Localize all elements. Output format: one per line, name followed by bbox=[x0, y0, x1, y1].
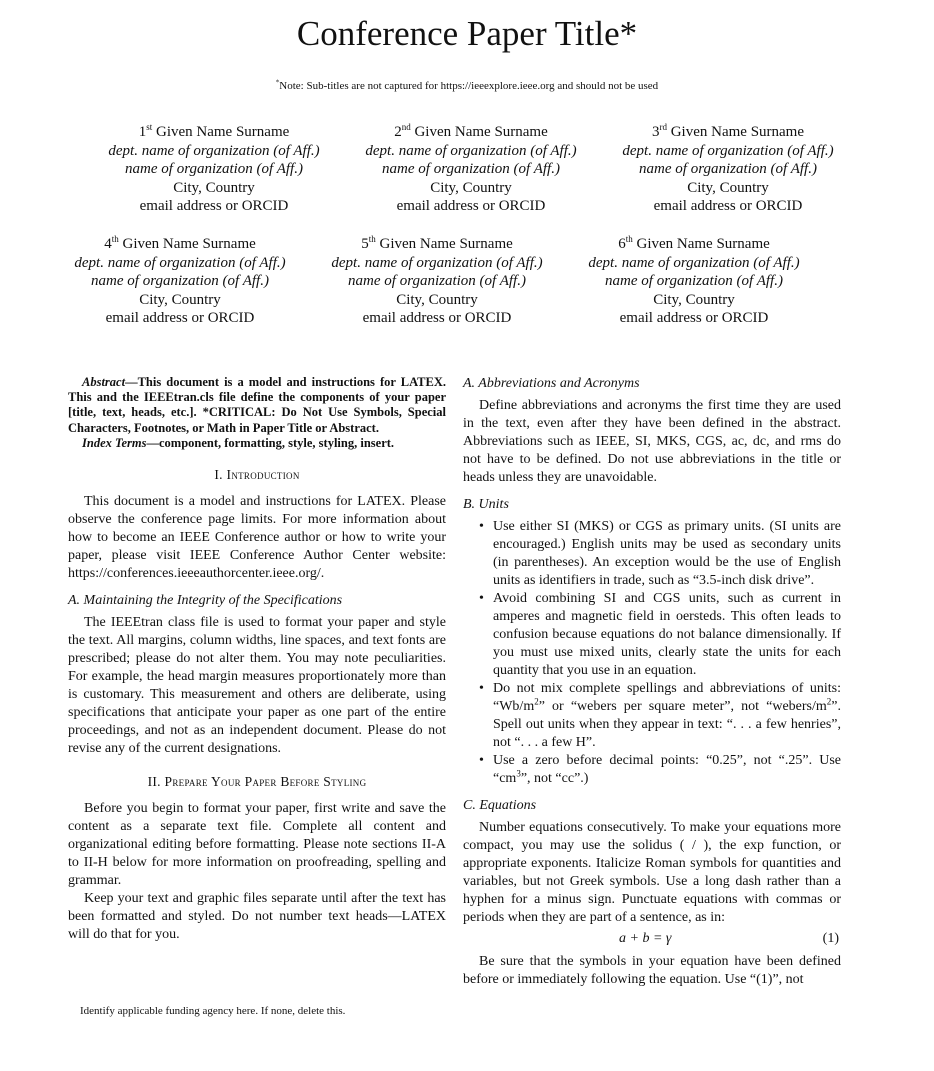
author-dept: dept. name of organization (of Aff.) bbox=[108, 142, 320, 159]
abstract-label: Abstract bbox=[82, 375, 126, 389]
paragraph: Before you begin to format your paper, first write and save the content as a separate text file. Complete all content and organizational editing before formatting. Please note sections II-A to II-H below for more information on proofreading, spelling and grammar. bbox=[68, 801, 446, 889]
author-dept: dept. name of organization (of Aff.) bbox=[365, 142, 577, 159]
paragraph: Number equations consecutively. To make your equations more compact, you may use the solidus ( / ), the exp function, or appropriate exponents. Italicize Roman symbols for quantities and variables, but not Greek symbols. Use a long dash rather than a hyphen for a minus sign. Punctuate equations with commas or periods when they are part of a sentence, as in: bbox=[463, 820, 841, 925]
author-block bbox=[569, 235, 819, 328]
author-email: email address or ORCID bbox=[619, 310, 769, 327]
paragraph: The IEEEtran class file is used to format your paper and style the text. All margins, column widths, line spaces, and text fonts are prescribed; please do not alter them. You may note peculiarities. For example, the head margin measures proportionately more than is customary. This measurement and others are deliberate, using specifications that anticipate your paper as one part of the entire proceedings, and not as an independent document. Please do not revise any of the current designations. bbox=[68, 615, 446, 757]
author-block bbox=[346, 123, 596, 216]
author-name: 6th Given Name Surname bbox=[618, 234, 770, 252]
author-email: email address or ORCID bbox=[362, 310, 512, 327]
index-terms-label: Index Terms bbox=[82, 435, 147, 450]
author-name: 5th Given Name Surname bbox=[361, 234, 513, 252]
title-note bbox=[0, 80, 934, 92]
author-name: 3rd Given Name Surname bbox=[651, 122, 805, 140]
author-dept: dept. name of organization (of Aff.) bbox=[74, 254, 286, 271]
author-city: City, Country bbox=[687, 179, 769, 196]
subsection-heading: B. Units bbox=[463, 497, 509, 512]
author-dept: dept. name of organization (of Aff.) bbox=[588, 254, 800, 271]
list-item: • Avoid combining SI and CGS units, such as current in amperes and magnetic field in oersteds. This often leads to confusion because equations do not balance dimensionally. If you must use mixed units, clearly state the units for each quantity that you use in an equation. bbox=[493, 590, 841, 680]
author-email: email address or ORCID bbox=[396, 198, 546, 215]
index-terms-text: —component, formatting, style, styling, insert. bbox=[146, 435, 395, 450]
paragraph: Be sure that the symbols in your equation have been defined before or immediately following the equation. Use “(1)”, not bbox=[463, 954, 841, 987]
author-block bbox=[89, 123, 339, 216]
abstract-text: —This document is a model and instructions for LATEX. This and the IEEEtran.cls file define the components of your paper [title, text, heads, etc.]. *CRITICAL: Do Not Use Symbols, Special Characters, Footnotes, or Math in Paper Title or Abstract. bbox=[68, 375, 446, 435]
author-city: City, Country bbox=[653, 291, 735, 308]
author-block bbox=[55, 235, 305, 328]
author-name: 2nd Given Name Surname bbox=[394, 122, 548, 140]
author-name: 4th Given Name Surname bbox=[104, 234, 256, 252]
author-dept: dept. name of organization (of Aff.) bbox=[331, 254, 543, 271]
author-email: email address or ORCID bbox=[139, 198, 289, 215]
author-org: name of organization (of Aff.) bbox=[348, 273, 526, 290]
subsection-heading: A. Maintaining the Integrity of the Specifications bbox=[68, 593, 343, 609]
units-list bbox=[463, 518, 841, 788]
author-city: City, Country bbox=[139, 291, 221, 308]
author-block bbox=[603, 123, 853, 216]
right-column bbox=[463, 375, 841, 989]
author-city: City, Country bbox=[396, 291, 478, 308]
abstract bbox=[68, 375, 446, 451]
paragraph: Define abbreviations and acronyms the first time they are used in the text, even after they have been defined in the abstract. Abbreviations such as IEEE, SI, MKS, CGS, ac, dc, and rms do not have to be defined. Do not use abbreviations in the title or heads unless they are unavoidable. bbox=[463, 398, 841, 485]
author-org: name of organization (of Aff.) bbox=[382, 161, 560, 178]
note-text: Note: Sub-titles are not captured for https://ieeexplore.ieee.org and should not be used bbox=[279, 80, 659, 92]
author-city: City, Country bbox=[430, 179, 512, 196]
funding-footnote: Identify applicable funding agency here. If none, delete this. bbox=[80, 1005, 346, 1017]
equation-number: (1) bbox=[822, 931, 839, 946]
author-org: name of organization (of Aff.) bbox=[125, 161, 303, 178]
author-block bbox=[312, 235, 562, 328]
list-item: • Use either SI (MKS) or CGS as primary units. (SI units are encouraged.) English units may be used as secondary units (in parentheses). An exception would be the use of English units as identifiers in trade, such as “3.5-inch disk drive”. bbox=[493, 518, 841, 590]
author-org: name of organization (of Aff.) bbox=[91, 273, 269, 290]
author-email: email address or ORCID bbox=[105, 310, 255, 327]
list-item: • Do not mix complete spellings and abbreviations of units: “$Wb/m^2$” or “webers per square meter”, not “$webers/m^2$”. Spell out units when they appear in text: “. . . a few henries”, not “. . . a few H”. bbox=[493, 680, 841, 752]
paper-title: Conference Paper Title* bbox=[296, 14, 638, 53]
equation bbox=[463, 930, 841, 948]
left-column bbox=[68, 375, 446, 944]
author-org: name of organization (of Aff.) bbox=[639, 161, 817, 178]
author-email: email address or ORCID bbox=[653, 198, 803, 215]
note-mark: * bbox=[275, 78, 280, 87]
section-heading: II. Prepare Your Paper Before Styling bbox=[147, 774, 367, 790]
author-org: name of organization (of Aff.) bbox=[605, 273, 783, 290]
subsection-heading: A. Abbreviations and Acronyms bbox=[463, 376, 640, 391]
paragraph: Keep your text and graphic files separate until after the text has been formatted and styled. Do not number text heads—LATEX will do that for you. bbox=[68, 891, 446, 943]
equation-expression: a + b = γ bbox=[619, 931, 672, 946]
subsection-heading: C. Equations bbox=[463, 798, 537, 813]
list-item: • Use a zero before decimal points: “0.25”, not “.25”. Use “$cm^3$”, not “cc”.) bbox=[493, 752, 841, 788]
author-city: City, Country bbox=[173, 179, 255, 196]
section-heading: I. Introduction bbox=[214, 467, 300, 483]
paragraph: This document is a model and instructions for LATEX. Please observe the conference page limits. For more information about how to become an IEEE Conference author or how to write your paper, please visit IEEE Conference Author Center website: https://conferences.ieeeauthorcenter.ieee.org/. bbox=[68, 494, 446, 582]
author-name: 1st Given Name Surname bbox=[138, 122, 290, 140]
author-dept: dept. name of organization (of Aff.) bbox=[622, 142, 834, 159]
